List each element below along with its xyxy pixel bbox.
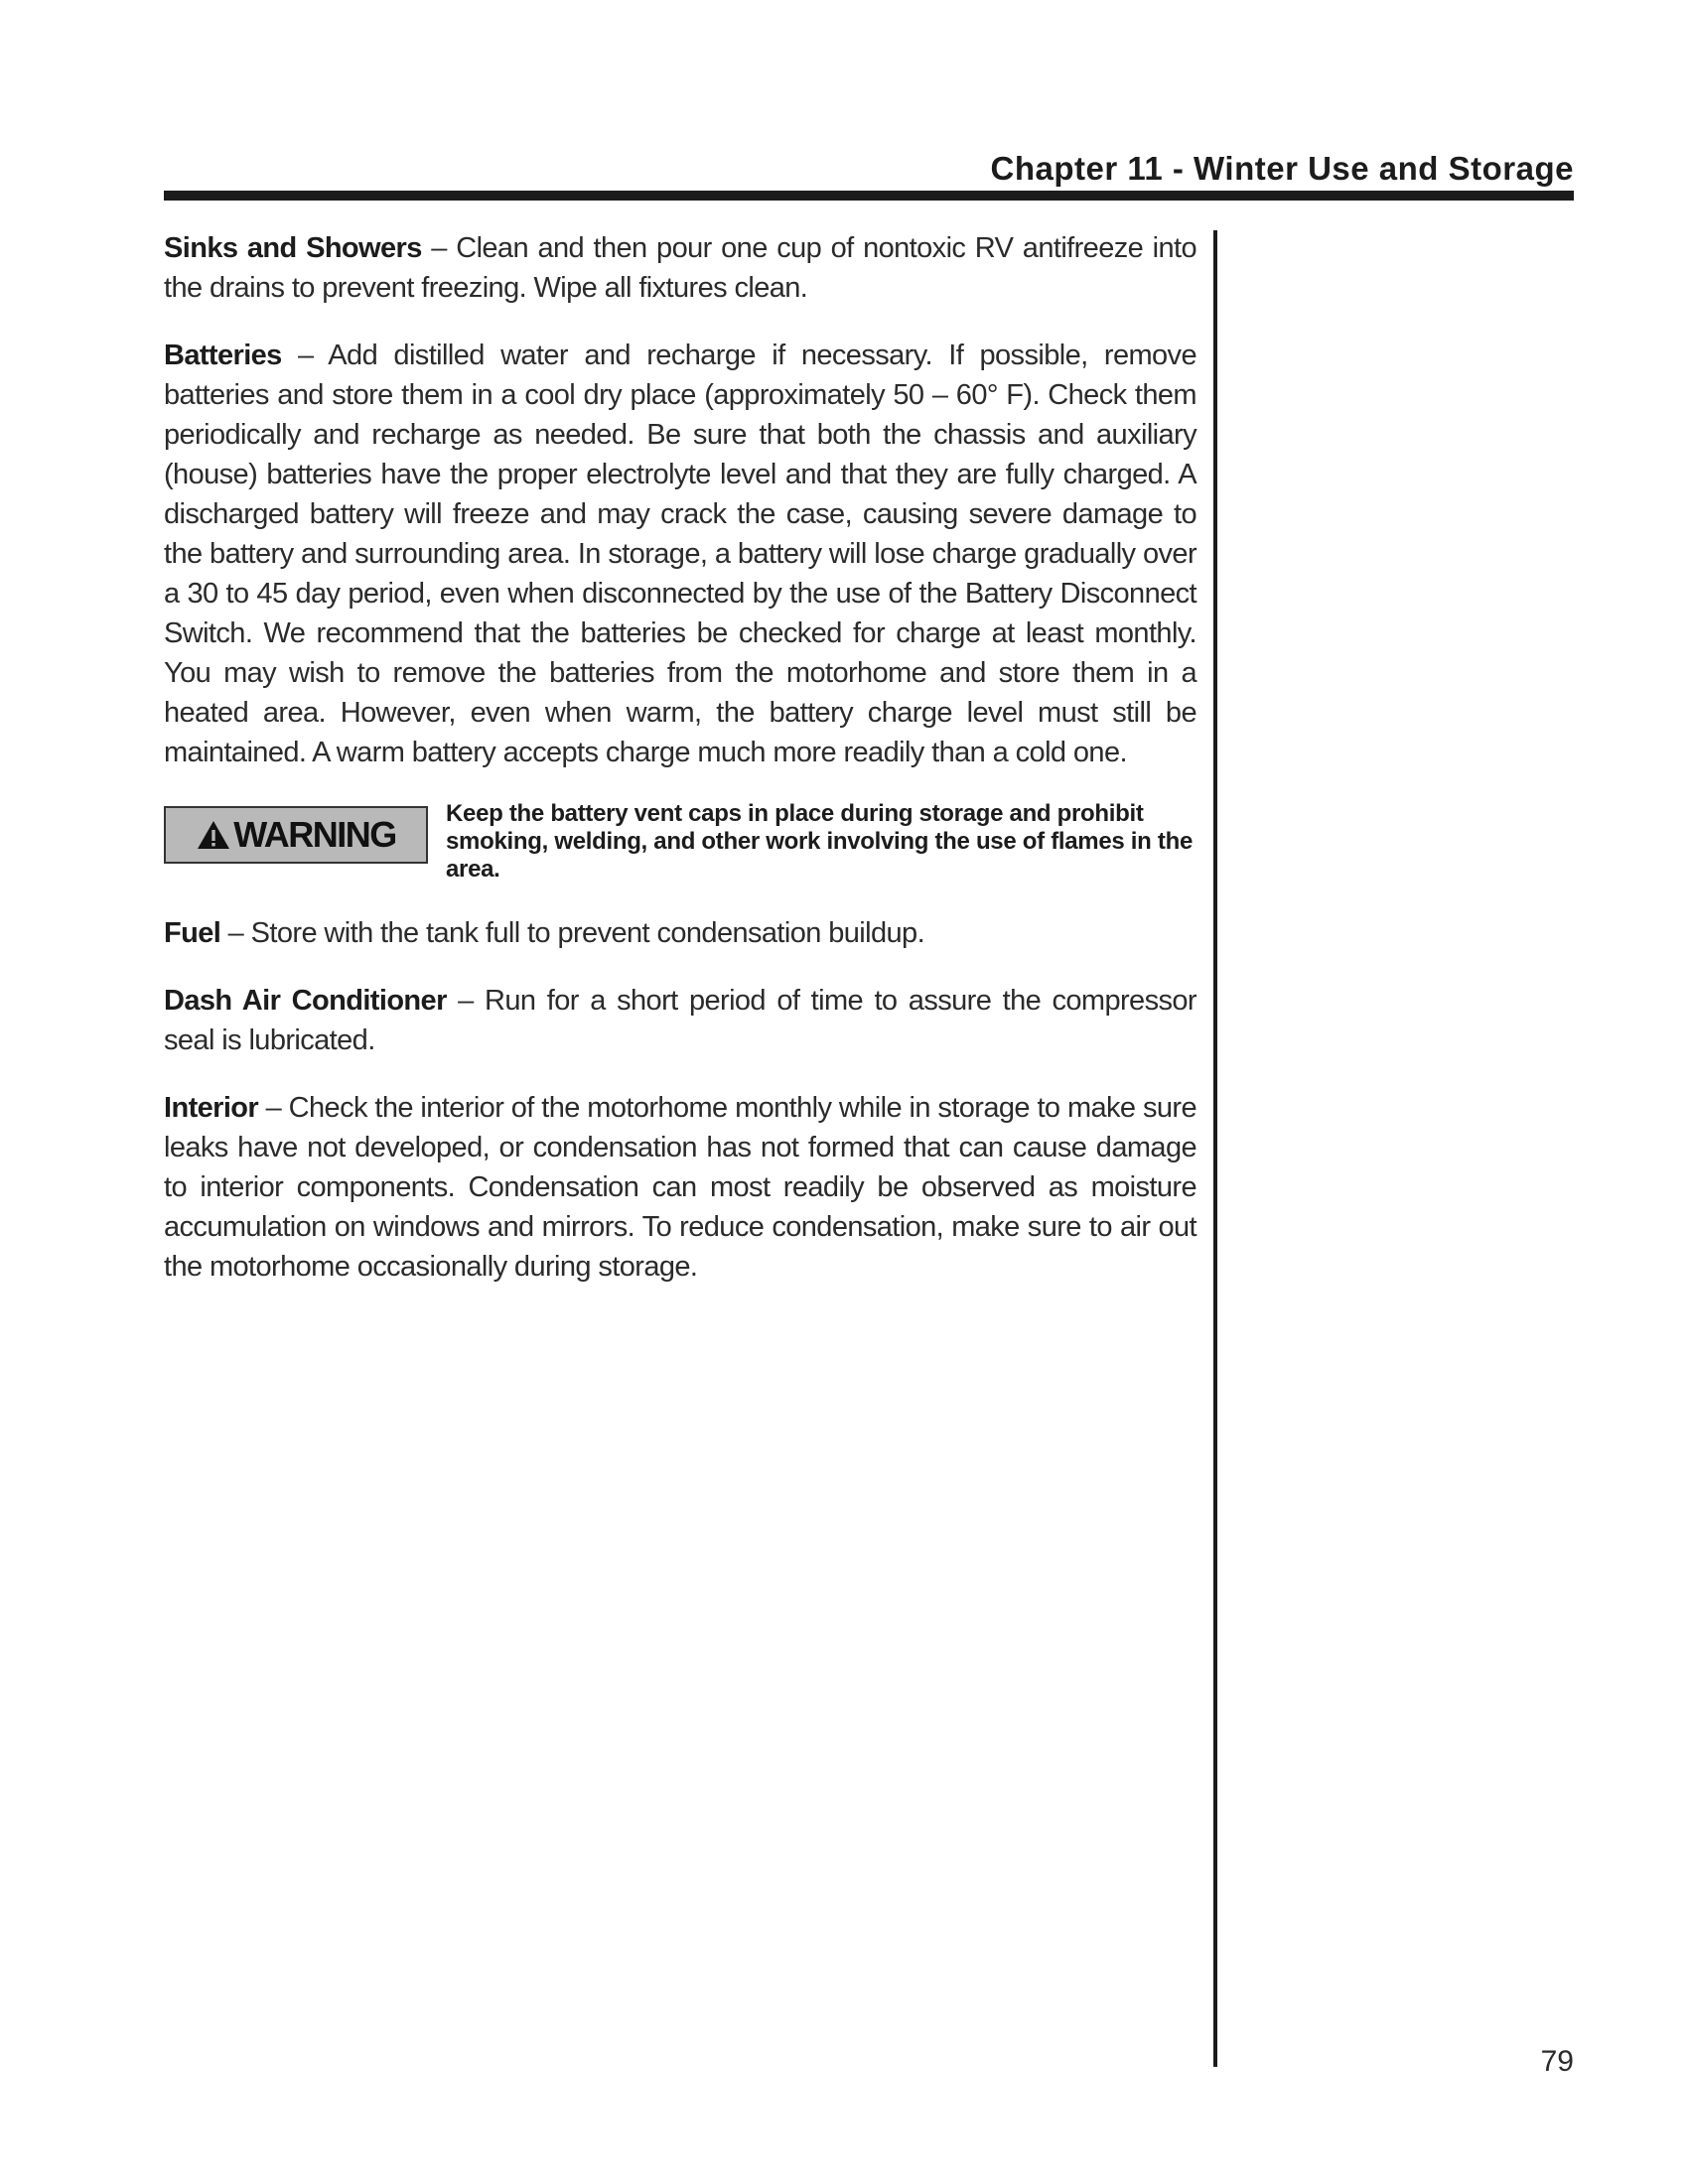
body-batteries: – Add distilled water and recharge if necessary. If possible, remove batteries and store them in a cool dry place (approximately 50 – 60° F). Check them periodically and recharge as needed. Be sure that both the chassis and auxiliary (house) batteries have the proper electrolyte level and that they are fully charged. A discharged battery will freeze and may crack the case, causing severe damage to the battery and surrounding area. In storage, a battery will lose charge gradually over a 30 to 45 day period, even when disconnected by the use of the Battery Disconnect Switch. We recommend that the batteries be checked for charge at least monthly. You may wish to remove the batteries from the motorhome and store them in a heated area. However, even when warm, the battery charge level must still be maintained. A warm battery accepts charge much more readily than a cold one. [164,340,1196,768]
paragraph-interior [164,1088,1196,1287]
term-sinks-and-showers: Sinks and Showers [164,232,422,264]
warning-badge [164,806,428,864]
paragraph-dash-air-conditioner [164,981,1196,1060]
warning-text: Keep the battery vent caps in place during storage and prohibit smoking, welding, and other work involving the use of flames in the area. [446,800,1194,883]
chapter-header [164,149,1574,201]
body-interior: – Check the interior of the motorhome monthly while in storage to make sure leaks have not developed, or condensation has not formed that can cause damage to interior components. Condensation can most readily be observed as moisture accumulation on windows and mirrors. To reduce condensation, make sure to air out the motorhome occasionally during storage. [164,1092,1196,1283]
header-rule [164,191,1574,201]
body-fuel: – Store with the tank full to prevent condensation buildup. [220,917,925,949]
paragraph-sinks-and-showers [164,228,1196,308]
paragraph-batteries [164,336,1196,772]
term-dash-air-conditioner: Dash Air Conditioner [164,985,447,1017]
chapter-title: Chapter 11 - Winter Use and Storage [990,150,1574,187]
term-fuel: Fuel [164,917,221,949]
body-sinks-and-showers: – Clean and then pour one cup of nontoxic RV antifreeze into the drains to prevent freezing. Wipe all fixtures clean. [164,232,1196,304]
main-content [164,228,1196,1314]
body-dash-air-conditioner: – Run for a short period of time to assure the compressor seal is lubricated. [164,985,1196,1056]
warning-label: WARNING [233,814,396,855]
page-number: 79 [1540,2045,1574,2078]
term-interior: Interior [164,1092,259,1124]
paragraph-fuel [164,913,1196,953]
warning-block [164,800,1196,884]
term-batteries: Batteries [164,340,282,371]
warning-triangle-icon [196,819,231,851]
column-divider [1213,230,1217,2067]
